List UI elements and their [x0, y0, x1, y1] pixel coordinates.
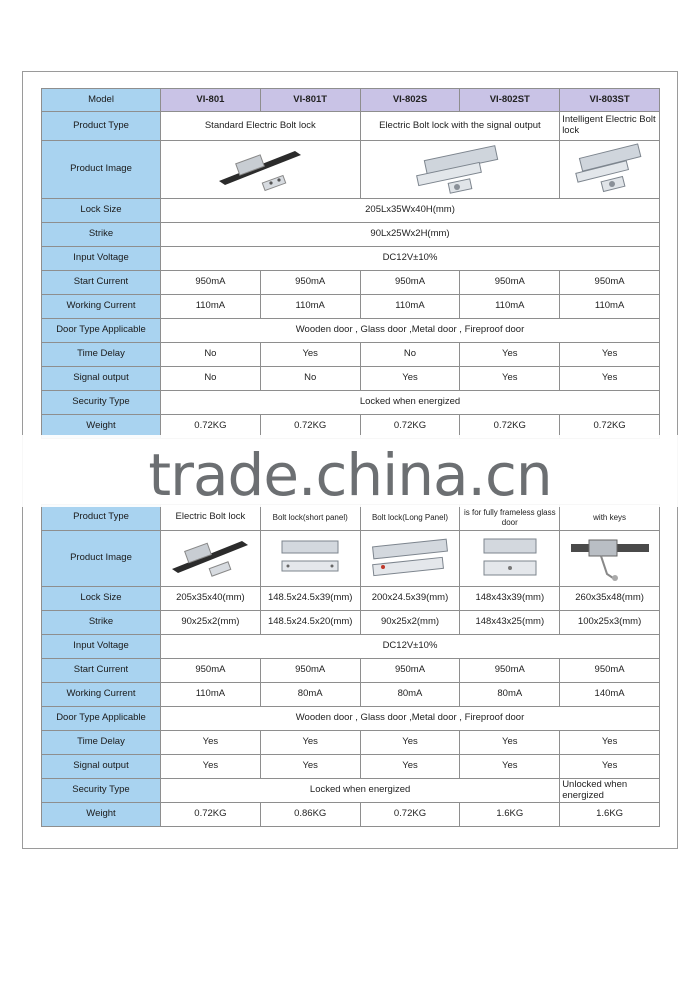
- strike-cell: 90x25x2(mm): [360, 611, 460, 635]
- weight-cell: 1.6KG: [460, 803, 560, 827]
- strike-label: Strike: [42, 223, 161, 247]
- security-type-cell: Unlocked when energized: [560, 779, 660, 803]
- bolt-lock-black-image: [170, 535, 250, 583]
- start-current-cell: 950mA: [260, 271, 360, 295]
- signal-output-cell: No: [260, 367, 360, 391]
- working-current-cell: 110mA: [161, 683, 261, 707]
- model-cell: VI-801T: [260, 89, 360, 112]
- bolt-lock-short-panel-image: [270, 535, 350, 583]
- product-image-cell: [560, 531, 660, 587]
- product-image-cell: [161, 531, 261, 587]
- lock-size-cell: 200x24.5x39(mm): [360, 587, 460, 611]
- signal-output-label: Signal output: [42, 367, 161, 391]
- model-cell: VI-802S: [360, 89, 460, 112]
- weight-cell: 0.86KG: [260, 803, 360, 827]
- signal-output-row: [42, 755, 660, 779]
- strike-cell: 90Lx25Wx2H(mm): [161, 223, 660, 247]
- weight-cell: 0.72KG: [360, 415, 460, 439]
- strike-cell: 90x25x2(mm): [161, 611, 261, 635]
- working-current-cell: 110mA: [260, 295, 360, 319]
- weight-label: Weight: [42, 415, 161, 439]
- working-current-row: [42, 295, 660, 319]
- door-type-cell: Wooden door , Glass door ,Metal door , Fireproof door: [161, 319, 660, 343]
- time-delay-cell: Yes: [260, 731, 360, 755]
- product-type-cell: Standard Electric Bolt lock: [161, 112, 361, 141]
- input-voltage-label: Input Voltage: [42, 635, 161, 659]
- bolt-lock-long-panel-image: [367, 535, 453, 583]
- start-current-label: Start Current: [42, 659, 161, 683]
- lock-size-row: [42, 199, 660, 223]
- security-type-cell: Locked when energized: [161, 779, 560, 803]
- security-type-cell: Locked when energized: [161, 391, 660, 415]
- signal-output-cell: Yes: [161, 755, 261, 779]
- time-delay-label: Time Delay: [42, 343, 161, 367]
- signal-output-row: [42, 367, 660, 391]
- door-type-row: [42, 707, 660, 731]
- lock-size-label: Lock Size: [42, 199, 161, 223]
- product-image-row: [42, 531, 660, 587]
- time-delay-cell: No: [360, 343, 460, 367]
- door-type-label: Door Type Applicable: [42, 707, 161, 731]
- time-delay-cell: Yes: [560, 343, 660, 367]
- security-type-row: [42, 391, 660, 415]
- strike-row: [42, 223, 660, 247]
- strike-row: [42, 611, 660, 635]
- working-current-label: Working Current: [42, 683, 161, 707]
- product-type-cell: Electric Bolt lock with the signal output: [360, 112, 560, 141]
- weight-cell: 0.72KG: [161, 803, 261, 827]
- start-current-row: [42, 271, 660, 295]
- time-delay-cell: Yes: [161, 731, 261, 755]
- product-image-cell: [460, 531, 560, 587]
- product-type-cell: is for fully frameless glass door: [460, 505, 560, 531]
- working-current-cell: 80mA: [460, 683, 560, 707]
- door-type-row: [42, 319, 660, 343]
- product-image-cell: [260, 531, 360, 587]
- working-current-label: Working Current: [42, 295, 161, 319]
- time-delay-cell: Yes: [460, 343, 560, 367]
- model-cell: VI-801: [161, 89, 261, 112]
- door-type-cell: Wooden door , Glass door ,Metal door , Fireproof door: [161, 707, 660, 731]
- start-current-cell: 950mA: [161, 271, 261, 295]
- security-type-label: Security Type: [42, 391, 161, 415]
- start-current-cell: 950mA: [360, 271, 460, 295]
- intelligent-bolt-lock-image: [568, 143, 652, 197]
- working-current-cell: 80mA: [360, 683, 460, 707]
- model-cell: VI-803ST: [560, 89, 660, 112]
- weight-row: [42, 803, 660, 827]
- product-type-cell: Intelligent Electric Bolt lock: [560, 112, 660, 141]
- product-type-cell: Bolt lock(short panel): [260, 505, 360, 531]
- weight-cell: 0.72KG: [460, 415, 560, 439]
- input-voltage-cell: DC12V±10%: [161, 247, 660, 271]
- input-voltage-cell: DC12V±10%: [161, 635, 660, 659]
- start-current-label: Start Current: [42, 271, 161, 295]
- input-voltage-row: [42, 635, 660, 659]
- start-current-row: [42, 659, 660, 683]
- bolt-lock-black-image: [215, 145, 305, 195]
- time-delay-cell: Yes: [460, 731, 560, 755]
- security-type-row: [42, 779, 660, 803]
- product-type-cell: with keys: [560, 505, 660, 531]
- product-image-cell: [560, 141, 660, 199]
- time-delay-row: [42, 343, 660, 367]
- spec-table-1: [41, 88, 660, 439]
- watermark-text: trade.china.cn: [148, 441, 552, 509]
- time-delay-cell: Yes: [560, 731, 660, 755]
- signal-output-cell: Yes: [460, 755, 560, 779]
- product-image-cell: [360, 141, 560, 199]
- lock-size-cell: 205x35x40(mm): [161, 587, 261, 611]
- lock-size-cell: 260x35x48(mm): [560, 587, 660, 611]
- signal-output-cell: No: [161, 367, 261, 391]
- model-label: Model: [42, 89, 161, 112]
- signal-output-label: Signal output: [42, 755, 161, 779]
- signal-output-cell: Yes: [360, 755, 460, 779]
- start-current-cell: 950mA: [260, 659, 360, 683]
- signal-output-cell: Yes: [560, 755, 660, 779]
- time-delay-cell: Yes: [360, 731, 460, 755]
- start-current-cell: 950mA: [161, 659, 261, 683]
- working-current-cell: 110mA: [360, 295, 460, 319]
- product-image-cell: [161, 141, 361, 199]
- start-current-cell: 950mA: [560, 271, 660, 295]
- lock-size-cell: 148x43x39(mm): [460, 587, 560, 611]
- lock-size-label: Lock Size: [42, 587, 161, 611]
- time-delay-cell: No: [161, 343, 261, 367]
- working-current-cell: 110mA: [560, 295, 660, 319]
- product-type-cell: Bolt lock(Long Panel): [360, 505, 460, 531]
- product-image-cell: [360, 531, 460, 587]
- strike-label: Strike: [42, 611, 161, 635]
- start-current-cell: 950mA: [560, 659, 660, 683]
- strike-cell: 148.5x24.5x20(mm): [260, 611, 360, 635]
- time-delay-row: [42, 731, 660, 755]
- bolt-lock-signal-image: [405, 143, 515, 197]
- start-current-cell: 950mA: [360, 659, 460, 683]
- working-current-cell: 110mA: [460, 295, 560, 319]
- weight-cell: 1.6KG: [560, 803, 660, 827]
- lock-size-cell: 148.5x24.5x39(mm): [260, 587, 360, 611]
- working-current-row: [42, 683, 660, 707]
- product-image-label: Product Image: [42, 531, 161, 587]
- signal-output-cell: Yes: [460, 367, 560, 391]
- model-row: [42, 89, 660, 112]
- strike-cell: 148x43x25(mm): [460, 611, 560, 635]
- signal-output-cell: Yes: [560, 367, 660, 391]
- time-delay-cell: Yes: [260, 343, 360, 367]
- strike-cell: 100x25x3(mm): [560, 611, 660, 635]
- weight-cell: 0.72KG: [560, 415, 660, 439]
- weight-label: Weight: [42, 803, 161, 827]
- product-type-label: Product Type: [42, 112, 161, 141]
- product-type-label: Product Type: [42, 505, 161, 531]
- security-type-label: Security Type: [42, 779, 161, 803]
- input-voltage-row: [42, 247, 660, 271]
- time-delay-label: Time Delay: [42, 731, 161, 755]
- product-image-label: Product Image: [42, 141, 161, 199]
- weight-cell: 0.72KG: [260, 415, 360, 439]
- lock-size-cell: 205Lx35Wx40H(mm): [161, 199, 660, 223]
- frameless-glass-bolt-lock-image: [470, 535, 550, 583]
- working-current-cell: 80mA: [260, 683, 360, 707]
- input-voltage-label: Input Voltage: [42, 247, 161, 271]
- start-current-cell: 950mA: [460, 659, 560, 683]
- product-image-row: [42, 141, 660, 199]
- weight-cell: 0.72KG: [161, 415, 261, 439]
- door-type-label: Door Type Applicable: [42, 319, 161, 343]
- product-type-row: [42, 112, 660, 141]
- signal-output-cell: Yes: [260, 755, 360, 779]
- working-current-cell: 110mA: [161, 295, 261, 319]
- signal-output-cell: Yes: [360, 367, 460, 391]
- working-current-cell: 140mA: [560, 683, 660, 707]
- product-type-cell: Electric Bolt lock: [161, 505, 261, 531]
- weight-cell: 0.72KG: [360, 803, 460, 827]
- model-cell: VI-802ST: [460, 89, 560, 112]
- lock-size-row: [42, 587, 660, 611]
- spec-table-2: [41, 504, 660, 827]
- start-current-cell: 950mA: [460, 271, 560, 295]
- bolt-lock-with-keys-image: [567, 534, 653, 584]
